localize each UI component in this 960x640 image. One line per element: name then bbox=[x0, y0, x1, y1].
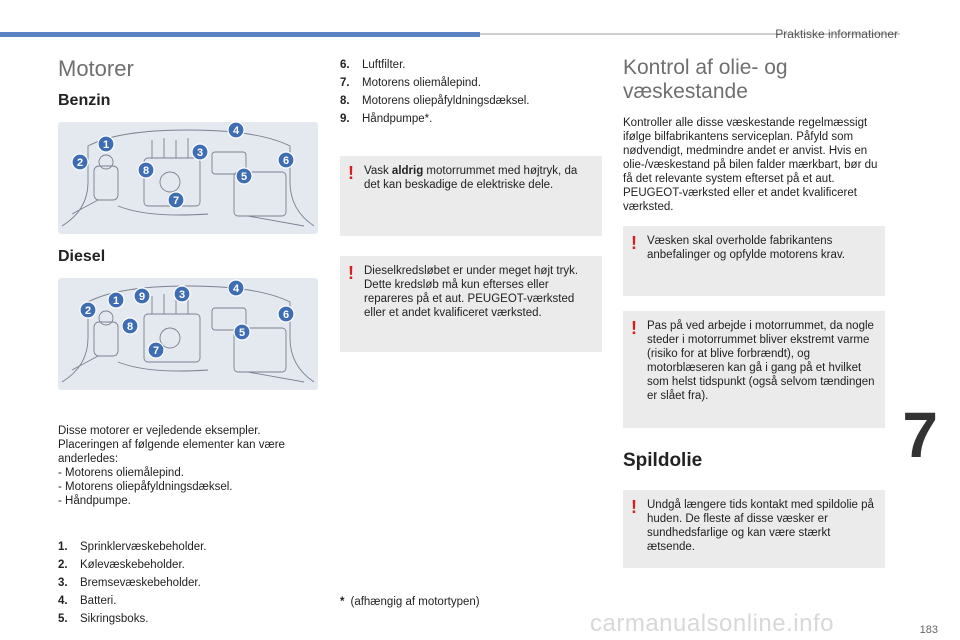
engine-part-outline bbox=[94, 322, 118, 356]
intro-line: - Håndpumpe. bbox=[58, 495, 131, 507]
engine-part-outline bbox=[160, 172, 180, 192]
header-accent-bar bbox=[0, 32, 480, 37]
exclamation-icon: ! bbox=[631, 318, 637, 338]
fluid-check-title: Kontrol af olie- og væskestande bbox=[623, 56, 788, 103]
warning-text: Pas på ved arbejde i motorrummet, da nogle steder i motorrummet bliver ekstremt varme (risiko for at blive forbrændt), og motorblæseren kan gå i gang på et hvilket som helst tidspunkt (også selvom tændingen er slået fra). bbox=[647, 320, 875, 402]
right-column bbox=[623, 56, 885, 553]
callout-number: 9 bbox=[138, 291, 146, 303]
callout-number: 6 bbox=[282, 155, 290, 167]
section-title: Praktiske informationer bbox=[775, 27, 898, 41]
warning-hot-engine bbox=[623, 311, 885, 428]
warning-text: Væsken skal overholde fabrikantens anbefalinger og opfylde motorens krav. bbox=[647, 235, 845, 261]
item-number: 3. bbox=[58, 577, 68, 589]
item-number: 8. bbox=[340, 95, 350, 107]
warning-text: Dieselkredsløbet er under meget højt tryk. Dette kredsløb må kun efterses eller repareres på et aut. PEUGEOT-værksted eller et andet kvalificeret værksted. bbox=[364, 265, 579, 319]
item-number: 5. bbox=[58, 613, 68, 625]
item-text: Sikringsboks. bbox=[80, 613, 149, 625]
intro-text bbox=[58, 424, 320, 508]
intro-line: Disse motorer er vejledende eksempler. bbox=[58, 425, 261, 437]
list-item bbox=[58, 592, 320, 610]
callout-number: 8 bbox=[126, 321, 134, 333]
waste-oil-title: Spildolie bbox=[623, 450, 703, 471]
footnote-text: (afhængig af motortypen) bbox=[350, 596, 480, 608]
engine-part-outline bbox=[99, 311, 113, 325]
callout-number: 1 bbox=[102, 139, 110, 151]
benzin-engine-diagram bbox=[58, 122, 318, 234]
callout-number: 7 bbox=[172, 195, 180, 207]
component-list bbox=[58, 538, 320, 628]
callout-number: 2 bbox=[76, 157, 84, 169]
diesel-engine-image bbox=[58, 278, 318, 390]
engine-part-outline bbox=[152, 138, 188, 158]
footnote bbox=[340, 596, 480, 608]
list-item bbox=[340, 56, 602, 74]
callout-number: 2 bbox=[84, 305, 92, 317]
item-text: Motorens oliemålepind. bbox=[362, 77, 481, 89]
engine-part-outline bbox=[160, 328, 180, 348]
intro-line: Placeringen af følgende elementer kan være bbox=[58, 439, 285, 451]
engines-column bbox=[58, 56, 320, 628]
item-text: Kølevæskebeholder. bbox=[80, 559, 185, 571]
watermark: carmanualsonline.info bbox=[590, 610, 834, 637]
list-item bbox=[340, 92, 602, 110]
list-item bbox=[58, 556, 320, 574]
engine-part-outline bbox=[72, 356, 304, 382]
callout-number: 7 bbox=[152, 345, 160, 357]
exclamation-icon: ! bbox=[348, 263, 354, 283]
intro-line: - Motorens oliemålepind. bbox=[58, 467, 184, 479]
callout-number: 3 bbox=[178, 289, 186, 301]
diesel-engine-diagram bbox=[58, 278, 318, 390]
intro-line: - Motorens oliepåfyldningsdæksel. bbox=[58, 481, 233, 493]
callout-number: 8 bbox=[142, 165, 150, 177]
callout-number: 1 bbox=[112, 295, 120, 307]
exclamation-icon: ! bbox=[631, 233, 637, 253]
item-text: Batteri. bbox=[80, 595, 117, 607]
engine-part-outline bbox=[94, 166, 118, 200]
engine-linework bbox=[62, 286, 314, 382]
item-number: 7. bbox=[340, 77, 350, 89]
fluid-check-text: Kontroller alle disse væskestande regelmæssigt ifølge bilfabrikantens serviceplan. Påfyld som nødvendigt, medmindre andet er anvist. Hvis en olie-/væskestand på bilen falder mærkbart, bør du få det relevante system efterset på et aut. PEUGEOT-værksted eller et andet kvalificeret værksted. bbox=[623, 117, 878, 213]
callout-number: 4 bbox=[232, 125, 240, 137]
warning-text: Undgå længere tids kontakt med spildolie på huden. De fleste af disse væsker er sundhedsfarlige og kan være stærkt ætsende. bbox=[647, 499, 874, 553]
item-number: 4. bbox=[58, 595, 68, 607]
item-number: 1. bbox=[58, 541, 68, 553]
list-item bbox=[58, 610, 320, 628]
exclamation-icon: ! bbox=[631, 497, 637, 517]
item-text: Motorens oliepåfyldningsdæksel. bbox=[362, 95, 530, 107]
callout-number: 6 bbox=[282, 309, 290, 321]
page-number: 183 bbox=[919, 624, 938, 636]
engine-part-outline bbox=[99, 155, 113, 169]
intro-line: anderledes: bbox=[58, 453, 119, 465]
footnote-marker: * bbox=[340, 596, 345, 608]
item-number: 9. bbox=[340, 113, 350, 125]
chapter-number: 7 bbox=[902, 399, 938, 471]
callout-number: 4 bbox=[232, 283, 240, 295]
exclamation-icon: ! bbox=[348, 163, 354, 183]
engine-part-outline bbox=[72, 200, 304, 226]
warning-diesel-pressure bbox=[340, 256, 602, 352]
callout-number: 3 bbox=[196, 147, 204, 159]
benzin-title: Benzin bbox=[58, 92, 111, 109]
warning-text-bold: aldrig bbox=[391, 165, 424, 177]
warning-text-post: motorrummet med højtryk, da det kan beskadige de elektriske dele. bbox=[364, 165, 578, 191]
list-item bbox=[58, 538, 320, 556]
item-number: 6. bbox=[340, 59, 350, 71]
warning-text-pre: Vask bbox=[364, 165, 392, 177]
warning-waste-oil bbox=[623, 490, 885, 568]
item-text: Bremsevæskebeholder. bbox=[80, 577, 201, 589]
callout-number: 5 bbox=[238, 327, 246, 339]
warning-fluid-spec bbox=[623, 226, 885, 296]
diesel-title: Diesel bbox=[58, 248, 106, 265]
list-item bbox=[340, 74, 602, 92]
list-item bbox=[340, 110, 602, 128]
item-number: 2. bbox=[58, 559, 68, 571]
item-text: Luftfilter. bbox=[362, 59, 406, 71]
item-text: Sprinklervæskebeholder. bbox=[80, 541, 207, 553]
component-list-continued bbox=[340, 56, 602, 128]
warning-pressure-wash bbox=[340, 156, 602, 236]
benzin-engine-image bbox=[58, 122, 318, 234]
engines-title: Motorer bbox=[58, 56, 134, 81]
item-text: Håndpumpe*. bbox=[362, 113, 433, 125]
middle-column bbox=[340, 56, 602, 319]
callout-number: 5 bbox=[240, 171, 248, 183]
list-item bbox=[58, 574, 320, 592]
